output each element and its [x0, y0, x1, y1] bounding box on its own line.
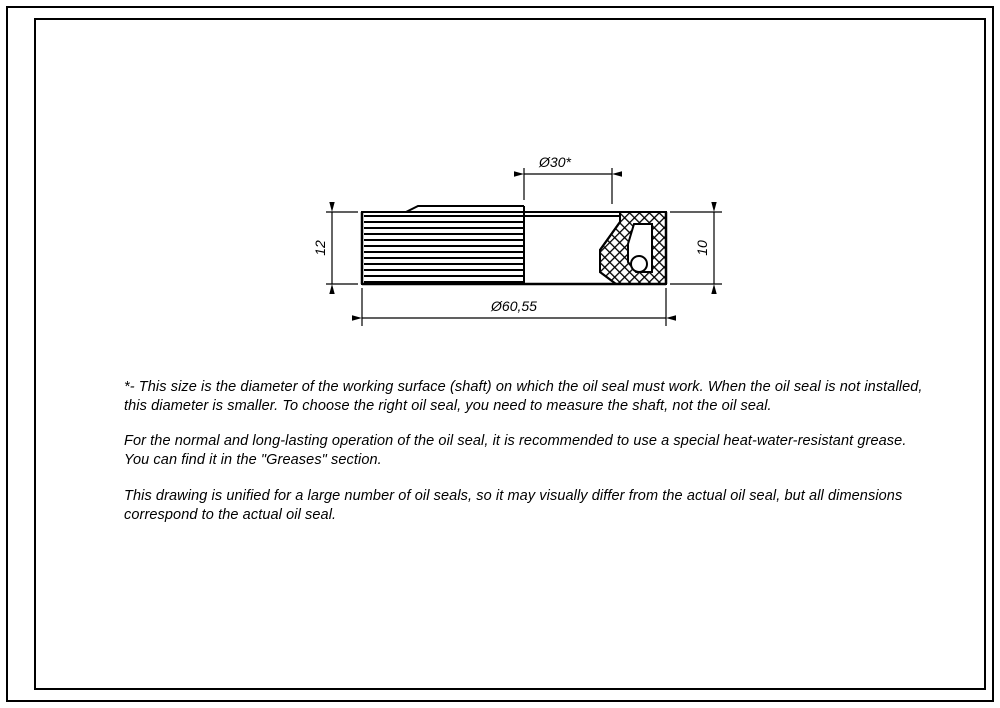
note-unified-drawing: This drawing is unified for a large number of oil seals, so it may visually differ from the actual oil seal, but all dimensions correspond to the actual oil seal. [124, 487, 903, 523]
right-height-label: 10 [694, 240, 710, 256]
right-height-dimension-group [670, 212, 722, 284]
left-height-dimension-group [312, 212, 358, 284]
note-grease-recommendation: For the normal and long-lasting operation of the oil seal, it is recommended to use a special heat-water-resistant grease. You can find it in the "Greases" section. [124, 433, 907, 469]
garter-spring-circle [631, 256, 647, 272]
note-shaft-diameter: *- This size is the diameter of the working surface (shaft) on which the oil seal must work. When the oil seal is not installed, this diameter is smaller. To choose the right oil seal, you need to measure the shaft, not the oil seal. [124, 379, 923, 415]
notes-block [124, 378, 924, 525]
inner-diameter-dimension-group [524, 154, 612, 204]
inner-diameter-label: Ø30* [539, 154, 571, 170]
seal-body-group [362, 206, 666, 284]
left-height-label: 12 [312, 240, 328, 256]
outer-diameter-label: Ø60,55 [491, 298, 537, 314]
outer-diameter-dimension-group [362, 288, 666, 326]
